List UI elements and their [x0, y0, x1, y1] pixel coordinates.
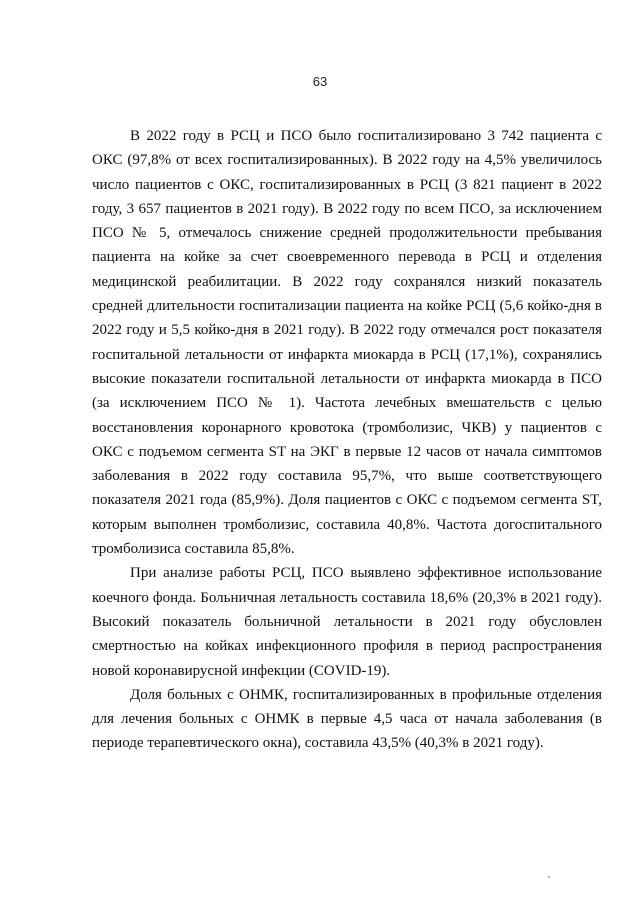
body-text	[92, 124, 602, 756]
page-number: 63	[312, 74, 328, 89]
scan-speck	[548, 876, 550, 878]
paragraph-acs-hospitalization: В 2022 году в РСЦ и ПСО было госпитализировано 3 742 пациента с ОКС (97,8% от всех госпитализированных). В 2022 году на 4,5% увеличилось число пациентов с ОКС, госпитализированных в РСЦ (3 821 пациент в 2022 году, 3 657 пациентов в 2021 году). В 2022 году по всем ПСО, за исключением ПСО № 5, отмечалось снижение средней продолжительности пребывания пациента на койке за счет своевременного перевода в РСЦ и отделения медицинской реабилитации. В 2022 году сохранялся низкий показатель средней длительности госпитализации пациента на койке РСЦ (5,6 койко-дня в 2022 году и 5,5 койко-дня в 2021 году). В 2022 году отмечался рост показателя госпитальной летальности от инфаркта миокарда в РСЦ (17,1%), сохранялись высокие показатели госпитальной летальности от инфаркта миокарда в ПСО (за исключением ПСО № 1). Частота лечебных вмешательств с целью восстановления коронарного кровотока (тромболизис, ЧКВ) у пациентов с ОКС с подъемом сегмента ST на ЭКГ в первые 12 часов от начала симптомов заболевания в 2022 году составила 95,7%, что выше соответствующего показателя 2021 года (85,9%). Доля пациентов с ОКС с подъемом сегмента ST, которым выполнен тромболизис, составила 40,8%. Частота догоспитального тромболизиса составила 85,8%.	[92, 128, 602, 558]
paragraph-bed-fund-analysis: При анализе работы РСЦ, ПСО выявлено эффективное использование коечного фонда. Больничная летальность составила 18,6% (20,3% в 2021 году). Высокий показатель больничной летальности в 2021 году обусловлен смертностью на койках инфекционного профиля в период распространения новой коронавирусной инфекции (COVID-19).	[92, 565, 602, 679]
paragraph-stroke-patients: Доля больных с ОНМК, госпитализированных в профильные отделения для лечения больных с ОНМК в первые 4,5 часа от начала заболевания (в периоде терапевтического окна), составила 43,5% (40,3% в 2021 году).	[92, 686, 602, 752]
